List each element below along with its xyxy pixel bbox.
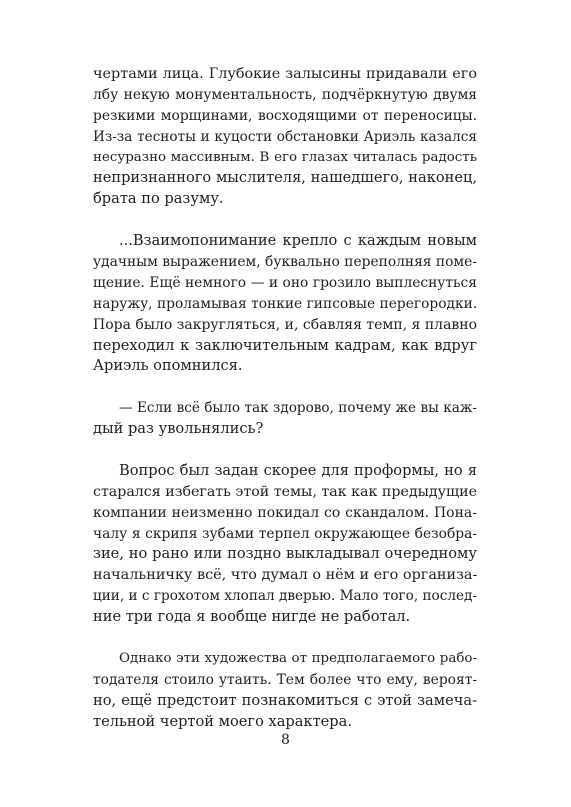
text-line: Пора было закругляться, и, сбавляя темп, я плавно — [93, 316, 478, 333]
text-line: ции, и с грохотом хлопал дверью. Мало того, послед- — [93, 588, 477, 605]
text-line: резкими морщинами, восходящими от переносицы. — [93, 107, 477, 124]
paragraph-spacer — [93, 377, 477, 398]
text-line: ние три года я вообще нигде не работал. — [93, 608, 411, 626]
text-line: Однако эти художества от предполагаемого рабо- — [119, 650, 477, 666]
text-line: наружу, проламывая тонкие гипсовые перегородки. — [93, 295, 478, 312]
paragraph-spacer — [93, 440, 477, 461]
paragraph-spacer — [93, 628, 477, 649]
body-text — [93, 64, 477, 733]
text-line: несуразно массивным. В его глазах читалась радость — [93, 149, 477, 165]
text-line: старался избегать этой темы, так как предыдущие — [93, 483, 477, 500]
paragraph-1 — [93, 64, 477, 210]
text-line: ...Взаимопонимание крепло с каждым новым — [119, 232, 477, 250]
paragraph-4 — [93, 461, 477, 628]
text-line: щение. Ещё немного — и оно грозило выплеснуться — [93, 274, 477, 291]
text-line: чалу я скрипя зубами терпел окружающее безобра- — [93, 525, 477, 542]
text-line: Ариэль опомнился. — [93, 357, 243, 375]
text-line: непризнанного мыслителя, нашедшего, наконец, — [93, 169, 477, 187]
text-line: начальничку всё, что думал о нём и его организа- — [93, 567, 478, 584]
text-line: — Если всё было так здорово, почему же вы каж- — [119, 400, 477, 417]
page-number: 8 — [281, 732, 290, 748]
text-line: но, ещё предстоит познакомиться с этой замеча- — [93, 691, 477, 709]
text-line: чертами лица. Глубокие залысины придавали его — [93, 66, 477, 82]
paragraph-2 — [93, 231, 477, 377]
text-line: Из-за тесноты и куцости обстановки Ариэль казался — [93, 128, 477, 145]
text-line: тодателя стоило утаить. Тем более что ему, вероят- — [93, 671, 477, 688]
text-line: компании неизменно покидал со скандалом. Пона- — [93, 504, 477, 521]
paragraph-5 — [93, 649, 477, 733]
text-line: удачным выражением, буквально переполняя поме- — [93, 254, 477, 271]
text-line: переходил к заключительным кадрам, как вдруг — [93, 336, 477, 354]
paragraph-3 — [93, 398, 477, 440]
text-line: лбу некую монументальность, подчёркнутую двумя — [93, 86, 477, 103]
text-line: зие, но рано или поздно выкладывал очередному — [93, 545, 477, 563]
text-line: тельной чертой моего характера. — [93, 712, 352, 730]
paragraph-spacer — [93, 210, 477, 231]
text-line: Вопрос был задан скорее для проформы, но я — [119, 461, 477, 479]
text-line: дый раз увольнялись? — [93, 420, 264, 438]
text-line: брата по разуму. — [93, 190, 224, 208]
